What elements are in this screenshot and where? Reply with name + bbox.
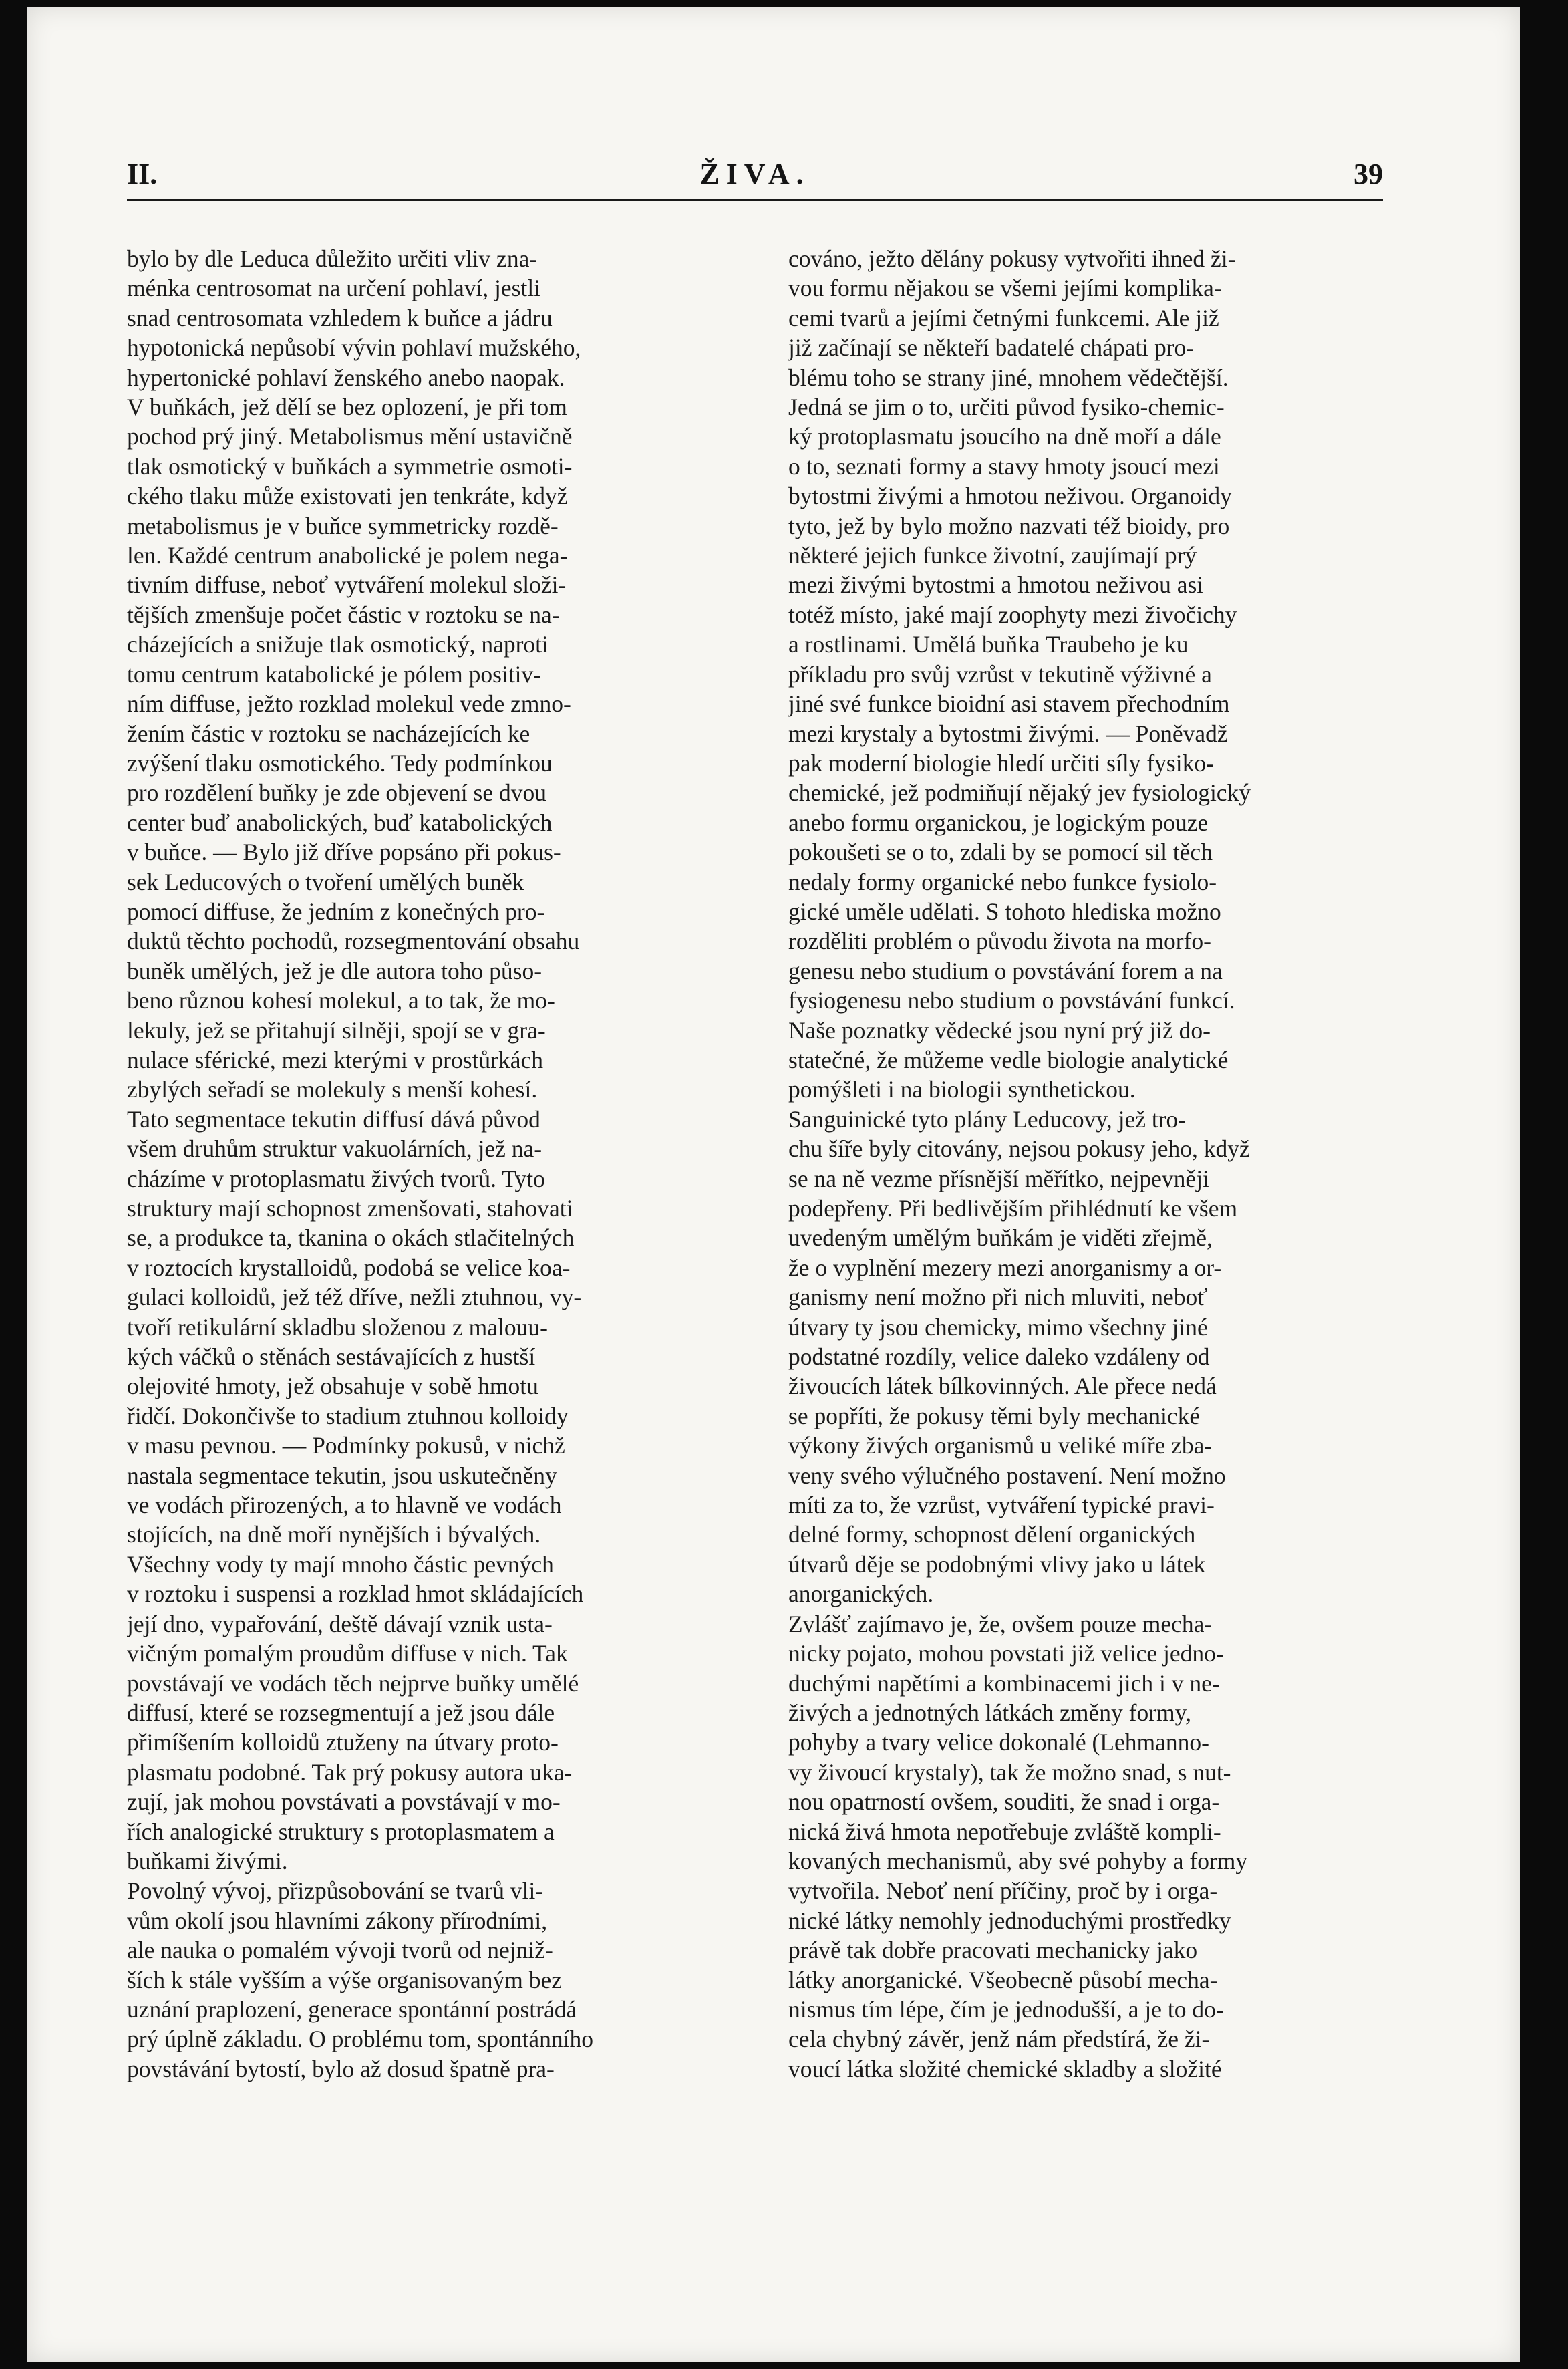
book-page [27,7,1520,2362]
running-header [127,157,1383,204]
journal-title: ŽIVA. [699,158,810,190]
page-number: 39 [1354,158,1383,190]
right-column [788,244,1383,2249]
header-rule [127,199,1383,201]
right-column-text: cováno, ježto dělány pokusy vytvořiti ihned ži- vou formu nějakou se všemi jejími komplika- cemi tvarů a jejími četnými funkcemi. Ale již již začínají se někteří badatelé chápati pro- blému toho se strany jiné, mnohem vědečtější. Jedná se jim o to, určiti původ fysiko-chemic- ký protoplasmatu jsoucího na dně moří a dále o to, seznati formy a stavy hmoty jsoucí mezi bytostmi živými a hmotou neživou. Organoidy tyto, jež by bylo možno nazvati též bioidy, pro některé jejich funkce životní, zaujímají prý mezi živými bytostmi a hmotou neživou asi totéž místo, jaké mají zoophyty mezi živočichy a rostlinami. Umělá buňka Traubeho je ku příkladu pro svůj vzrůst v tekutině výživné a jiné své funkce bioidní asi stavem přechodním mezi krystaly a bytostmi živými. — Poněvadž pak moderní biologie hledí určiti síly fysiko- chemické, jež podmiňují nějaký jev fysiologický anebo formu organickou, je logickým pouze pokoušeti se o to, zdali by se pomocí sil těch nedaly formy organické nebo funkce fysiolo- gické uměle udělati. S tohoto hlediska možno rozděliti problém o původu života na morfo- genesu nebo studium o povstávání forem a na fysiogenesu nebo studium o povstávání funkcí. Naše poznatky vědecké jsou nyní prý již do- statečné, že můžeme vedle biologie analytické pomýšleti i na biologii synthetickou. Sanguinické tyto plány Leducovy, jež tro- chu šíře byly citovány, nejsou pokusy jeho, když se na ně vezme přísnější měřítko, nejpevněji podepřeny. Při bedlivějším přihlédnutí ke všem uvedeným umělým buňkám je viděti zřejmě, že o vyplnění mezery mezi anorganismy a or- ganismy není možno při nich mluviti, neboť útvary ty jsou chemicky, mimo všechny jiné podstatné rozdíly, velice daleko vzdáleny od živoucích látek bílkovinných. Ale přece nedá se popříti, že pokusy těmi byly mechanické výkony živých organismů u veliké míře zba- veny svého výlučného postavení. Není možno míti za to, že vzrůst, vytváření typické pravi- delné formy, schopnost dělení organických útvarů děje se podobnými vlivy jako u látek anorganických. Zvlášť zajímavo je, že, ovšem pouze mecha- nicky pojato, mohou povstati již velice jedno- duchými napětími a kombinacemi jich i v ne- živých a jednotných látkách změny formy, pohyby a tvary velice dokonalé (Lehmanno- vy živoucí krystaly), tak že možno snad, s nut- nou opatrností ovšem, souditi, že snad i orga- nická živá hmota nepotřebuje zvláště kompli- kovaných mechanismů, aby své pohyby a formy vytvořila. Neboť není příčiny, proč by i orga- nické látky nemohly jednoduchými prostředky právě tak dobře pracovati mechanicky jako látky anorganické. Všeobecně působí mecha- nismus tím lépe, čím je jednodušší, a je to do- cela chybný závěr, jenž nám předstírá, že ži- voucí látka složité chemické skladby a složité [788,245,1251,2082]
left-column [127,244,722,2249]
section-number: II. [127,158,158,190]
left-column-text: bylo by dle Leduca důležito určiti vliv zna- ménka centrosomat na určení pohlaví, jestli snad centrosomata vzhledem k buňce a jádru hypotonická nepůsobí vývin pohlaví mužského, hypertonické pohlaví ženského anebo naopak. V buňkách, jež dělí se bez oplození, je při tom pochod prý jiný. Metabolismus mění ustavičně tlak osmotický v buňkách a symmetrie osmoti- ckého tlaku může existovati jen tenkráte, když metabolismus je v buňce symmetricky rozdě- len. Každé centrum anabolické je polem nega- tivním diffuse, neboť vytváření molekul složi- tějších zmenšuje počet částic v roztoku se na- cházejících a snižuje tlak osmotický, naproti tomu centrum katabolické je pólem positiv- ním diffuse, ježto rozklad molekul vede zmno- žením částic v roztoku se nacházejících ke zvýšení tlaku osmotického. Tedy podmínkou pro rozdělení buňky je zde objevení se dvou center buď anabolických, buď katabolických v buňce. — Bylo již dříve popsáno při pokus- sek Leducových o tvoření umělých buněk pomocí diffuse, že jedním z konečných pro- duktů těchto pochodů, rozsegmentování obsahu buněk umělých, jež je dle autora toho půso- beno různou kohesí molekul, a to tak, že mo- lekuly, jež se přitahují silněji, spojí se v gra- nulace sférické, mezi kterými v prostůrkách zbylých seřadí se molekuly s menší kohesí. Tato segmentace tekutin diffusí dává původ všem druhům struktur vakuolárních, jež na- cházíme v protoplasmatu živých tvorů. Tyto struktury mají schopnost zmenšovati, stahovati se, a produkce ta, tkanina o okách stlačitelných v roztocích krystalloidů, podobá se velice koa- gulaci kolloidů, jež též dříve, nežli ztuhnou, vy- tvoří retikulární skladbu složenou z malouu- kých váčků o stěnách sestávajících z hustší olejovité hmoty, jež obsahuje v sobě hmotu řidčí. Dokončivše to stadium ztuhnou kolloidy v masu pevnou. — Podmínky pokusů, v nichž nastala segmentace tekutin, jsou uskutečněny ve vodách přirozených, a to hlavně ve vodách stojících, na dně moří nynějších i bývalých. Všechny vody ty mají mnoho částic pevných v roztoku i suspensi a rozklad hmot skládajících její dno, vypařování, deště dávají vznik usta- vičným pomalým proudům diffuse v nich. Tak povstávají ve vodách těch nejprve buňky umělé diffusí, které se rozsegmentují a jež jsou dále přimíšením kolloidů ztuženy na útvary proto- plasmatu podobné. Tak prý pokusy autora uka- zují, jak mohou povstávati a povstávají v mo- řích analogické struktury s protoplasmatem a buňkami živými. Povolný vývoj, přizpůsobování se tvarů vli- vům okolí jsou hlavními zákony přírodními, ale nauka o pomalém vývoji tvorů od nejniž- ších k stále vyšším a výše organisovaným bez uznání praplození, generace spontánní postrádá prý úplně základu. O problému tom, spontánního povstávání bytostí, bylo až dosud špatně pra- [127,245,594,2082]
